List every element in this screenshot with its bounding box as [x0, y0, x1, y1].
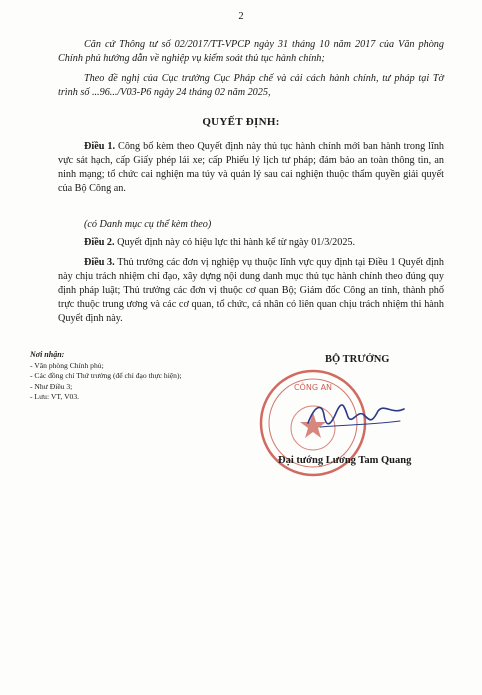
- signer-name: Đại tướng Lương Tam Quang: [278, 455, 412, 466]
- signer-title: BỘ TRƯỞNG: [325, 354, 390, 365]
- recipient-item: - Như Điều 3;: [30, 381, 73, 391]
- article-3: [58, 256, 444, 326]
- preamble-proposal: Theo đề nghị của Cục trưởng Cục Pháp chế và cải cách hành chính, tư pháp tại Tờ trình số ...96.../V03-P6 ngày 24 tháng 02 năm 2025,: [58, 73, 444, 98]
- recipient-item: - Lưu: VT, V03.: [30, 392, 80, 401]
- svg-text:CÔNG AN: CÔNG AN: [293, 383, 333, 392]
- article-2-text: Quyết định này có hiệu lực thi hành kể từ ngày 01/3/2025.: [117, 237, 356, 248]
- recipients-block: [30, 350, 182, 403]
- article-2: [58, 236, 444, 250]
- article-1: [58, 140, 444, 196]
- decision-title: QUYẾT ĐỊNH:: [202, 116, 280, 128]
- article-1-text: Công bố kèm theo Quyết định này thủ tục hành chính mới ban hành trong lĩnh vực sát hạch, cấp Giấy phép lái xe; cấp Phiếu lý lịch tư pháp; đảm bảo an toàn thông tin, an ninh mạng; tổ chức cai nghiện ma túy và quản lý sau cai nghiện thuộc thẩm quyền giải quyết của Bộ Công an.: [58, 141, 445, 194]
- article-3-text: Thủ trưởng các đơn vị nghiệp vụ thuộc lĩnh vực quy định tại Điều 1 Quyết định này chịu trách nhiệm chỉ đạo, xây dựng nội dung danh mục thủ tục hành chính theo đúng quy định pháp luật; Thủ trưởng các đơn vị thuộc cơ quan Bộ; Giám đốc Công an tỉnh, thành phố trực thuộc trung ương và các cơ quan, tổ chức, cá nhân có liên quan chịu trách nhiệm thi hành Quyết định này.: [58, 257, 444, 324]
- article-3-label: Điều 3.: [84, 257, 115, 268]
- preamble-legal-basis: Căn cứ Thông tư số 02/2017/TT-VPCP ngày 31 tháng 10 năm 2017 của Văn phòng Chính phủ hướng dẫn về nghiệp vụ kiểm soát thủ tục hành chính;: [58, 39, 444, 64]
- attachment-note: (có Danh mục cụ thể kèm theo): [84, 219, 212, 230]
- handwritten-signature-icon: [300, 395, 410, 435]
- article-1-label: Điều 1.: [84, 141, 116, 152]
- article-2-label: Điều 2.: [84, 237, 115, 248]
- recipient-item: - Các đồng chí Thứ trưởng (để chỉ đạo thực hiện);: [30, 371, 182, 380]
- recipient-item: - Văn phòng Chính phủ;: [30, 360, 104, 370]
- recipients-heading: Nơi nhận:: [30, 350, 65, 359]
- page-number: 2: [238, 11, 244, 22]
